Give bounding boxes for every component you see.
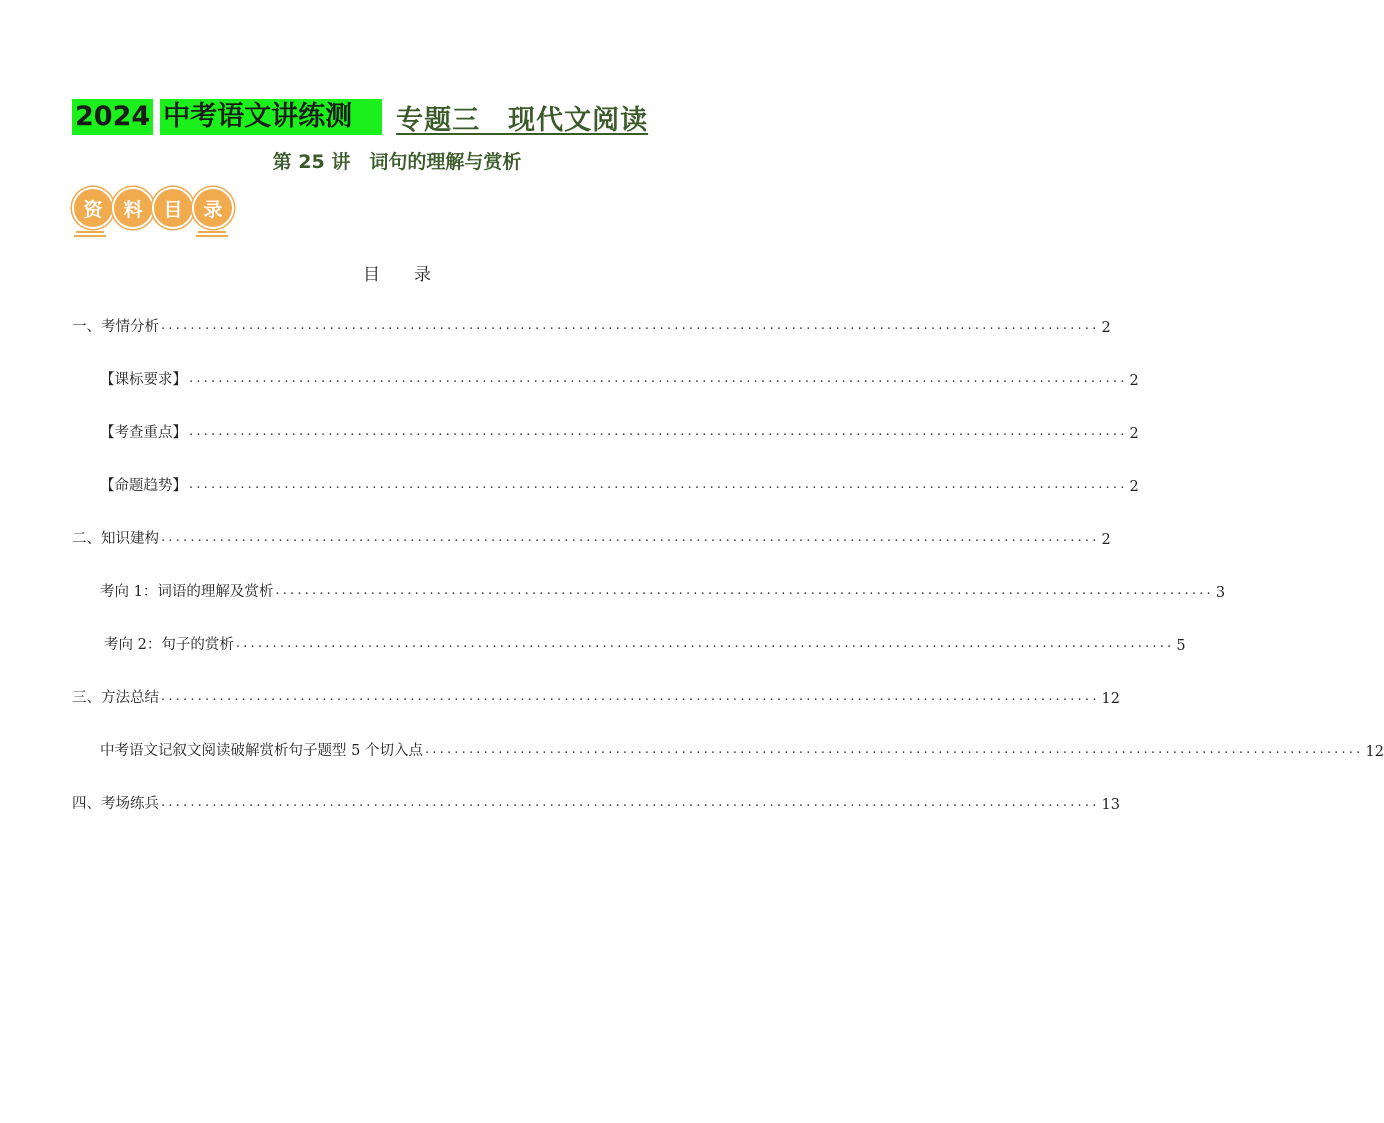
title-series: 中考语文讲练测 (160, 99, 382, 135)
toc-page-number: 5 (1176, 638, 1186, 654)
toc-leader-dots: ................................................................................................................................ (275, 583, 1214, 598)
toc-item-label: 二、知识建构 (72, 531, 159, 547)
toc-page-number: 2 (1129, 426, 1139, 442)
toc-page-number: 12 (1101, 691, 1120, 707)
toc-leader-dots: ................................................................................................................................ (189, 477, 1128, 492)
toc-page-number: 3 (1215, 585, 1226, 601)
toc-item-label: 中考语文记叙文阅读破解赏析句子题型 5 个切入点 (100, 743, 423, 759)
document-title (72, 98, 648, 136)
toc-item-label: 考向 2：句子的赏析 (104, 637, 234, 653)
toc-item-methods[interactable] (72, 683, 1120, 707)
toc-leader-dots: ................................................................................................................................ (161, 689, 1100, 704)
toc-page-number: 2 (1101, 320, 1111, 336)
badge-char-3: 目 (152, 187, 194, 229)
toc-item-label: 四、考场练兵 (72, 796, 159, 812)
toc-leader-dots: ................................................................................................................................ (189, 371, 1128, 386)
toc-item-direction-2[interactable] (104, 630, 1186, 654)
toc-item-trends[interactable] (100, 471, 1139, 495)
toc-item-focus[interactable] (100, 418, 1139, 442)
toc-item-standards[interactable] (100, 365, 1139, 389)
toc-item-label: 三、方法总结 (72, 690, 159, 706)
toc-item-knowledge[interactable] (72, 524, 1111, 548)
toc-page-number: 12 (1365, 744, 1384, 760)
toc-item-label: 【课标要求】 (100, 372, 187, 388)
title-year: 2024 (72, 99, 153, 135)
toc-leader-dots: ................................................................................................................................ (161, 318, 1100, 333)
badge-underline-right-1 (198, 231, 226, 233)
lecture-subtitle: 第 25 讲 词句的理解与赏析 (272, 151, 522, 173)
toc-leader-dots: ................................................................................................................................ (161, 795, 1100, 810)
toc-leader-dots: ................................................................................................................................ (161, 530, 1100, 545)
toc-item-practice[interactable] (72, 789, 1120, 813)
badge-char-2: 料 (112, 187, 154, 229)
toc-leader-dots: ................................................................................................................................ (189, 424, 1128, 439)
toc-page-number: 2 (1129, 373, 1139, 389)
badge-underline-left-1 (76, 231, 104, 233)
title-topic: 专题三 现代文阅读 (396, 104, 649, 136)
toc-heading: 目 录 (363, 265, 431, 285)
badge-char-1: 资 (72, 187, 114, 229)
toc-item-analysis[interactable] (72, 312, 1111, 336)
toc-leader-dots: ................................................................................................................................ (424, 742, 1364, 757)
badge-char-4: 录 (192, 187, 234, 229)
toc-item-label: 【考查重点】 (100, 425, 187, 441)
materials-contents-badge (72, 187, 232, 239)
toc-leader-dots: ................................................................................................................................ (235, 636, 1175, 651)
toc-item-direction-1[interactable] (100, 577, 1226, 601)
toc-page-number: 13 (1101, 797, 1120, 813)
badge-underline-right-2 (196, 235, 228, 237)
toc-page-number: 2 (1101, 532, 1111, 548)
toc-page-number: 2 (1129, 479, 1139, 495)
toc-item-label: 一、考情分析 (72, 319, 159, 335)
toc-item-label: 考向 1：词语的理解及赏析 (100, 584, 274, 600)
toc-item-label: 【命题趋势】 (100, 478, 187, 494)
toc-item-five-entry-points[interactable] (100, 736, 1384, 760)
badge-underline-left-2 (74, 235, 106, 237)
